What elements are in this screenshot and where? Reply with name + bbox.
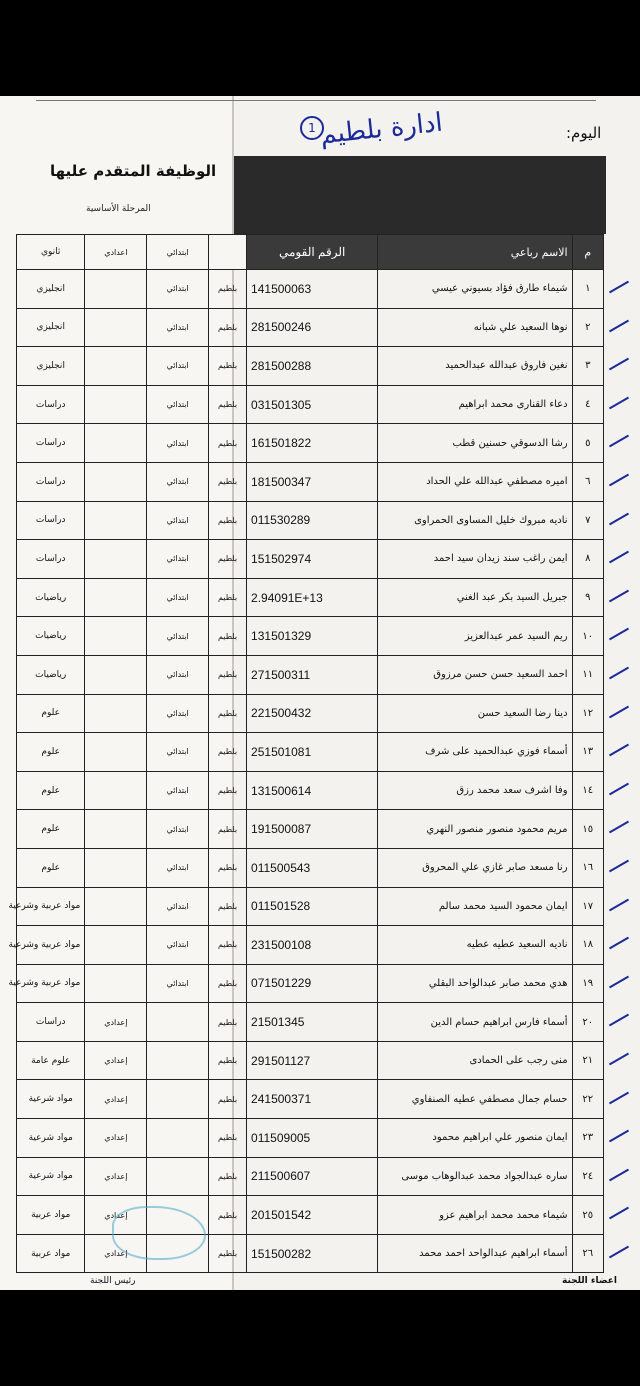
table-row: [17, 1234, 604, 1273]
row-number: ٢: [572, 308, 603, 347]
check-tick-icon: [609, 551, 629, 564]
check-tick-icon: [609, 937, 629, 950]
national-id: 241500371: [247, 1080, 378, 1119]
national-id: 031501305: [247, 385, 378, 424]
location: بلطيم: [209, 694, 247, 733]
col-num-header: م: [572, 235, 603, 270]
navigation-bar: [0, 1290, 640, 1386]
location: بلطيم: [209, 1157, 247, 1196]
stage: ابتدائي: [147, 501, 209, 540]
stage-prep: [85, 385, 147, 424]
national-id: 221500432: [247, 694, 378, 733]
check-tick-icon: [609, 1130, 629, 1143]
subject: دراسات: [17, 1003, 85, 1042]
check-tick-icon: [609, 628, 629, 641]
location: بلطيم: [209, 578, 247, 617]
check-tick-icon: [609, 705, 629, 718]
row-number: ٢٤: [572, 1157, 603, 1196]
location: بلطيم: [209, 655, 247, 694]
day-handwritten-value: ادارة بلطيم: [318, 107, 445, 151]
row-number: ١٩: [572, 964, 603, 1003]
check-tick-icon: [609, 1207, 629, 1220]
location: بلطيم: [209, 733, 247, 772]
national-id: 2.94091E+13: [247, 578, 378, 617]
subject: مواد شرعية: [17, 1157, 85, 1196]
stage: ابتدائي: [147, 887, 209, 926]
row-number: ٢٣: [572, 1119, 603, 1158]
check-tick-icon: [609, 1053, 629, 1066]
stage: ابتدائي: [147, 771, 209, 810]
national-id: 161501822: [247, 424, 378, 463]
check-tick-icon: [609, 435, 629, 448]
table-body: [8, 270, 604, 1273]
subject: علوم: [17, 771, 85, 810]
stage: ابتدائي: [147, 848, 209, 887]
stage-prep: [85, 655, 147, 694]
table-row: [17, 578, 604, 617]
check-tick-icon: [609, 1246, 629, 1259]
check-tick-icon: [609, 512, 629, 525]
check-tick-icon: [609, 821, 629, 834]
stage-prep: [85, 964, 147, 1003]
candidate-name: دعاء القنارى محمد ابراهيم: [378, 385, 572, 424]
check-tick-icon: [609, 744, 629, 757]
table-row: [17, 501, 604, 540]
national-id: 281500246: [247, 308, 378, 347]
header-dark-band: [234, 156, 606, 234]
stage: ابتدائي: [147, 694, 209, 733]
national-id: 201501542: [247, 1196, 378, 1235]
national-id: 191500087: [247, 810, 378, 849]
stage-prep: [85, 694, 147, 733]
candidate-name: مريم محمود منصور منصور النهري: [378, 810, 572, 849]
subject: علوم: [17, 848, 85, 887]
national-id: 211500607: [247, 1157, 378, 1196]
subject: علوم عامة: [17, 1041, 85, 1080]
stage-prep: [85, 501, 147, 540]
stage-prep: [85, 462, 147, 501]
location: بلطيم: [209, 501, 247, 540]
subject: علوم: [17, 694, 85, 733]
stage: ابتدائي: [147, 270, 209, 309]
committee-members-label: اعضاء اللجنة: [562, 1276, 617, 1286]
table-row: [17, 655, 604, 694]
stage-primary: [147, 1119, 209, 1158]
table-row: [17, 617, 604, 656]
candidate-name: أسماء فارس ابراهيم حسام الدين: [378, 1003, 572, 1042]
candidate-name: رنا مسعد صابر غازي علي المحروق: [378, 848, 572, 887]
location: بلطيم: [209, 385, 247, 424]
stage-prep: [85, 733, 147, 772]
table-row: [17, 385, 604, 424]
row-number: ١٦: [572, 848, 603, 887]
national-id: 131500614: [247, 771, 378, 810]
stage: إعدادي: [85, 1196, 147, 1235]
candidate-name: وفا اشرف سعد محمد رزق: [378, 771, 572, 810]
candidate-name: دينا رضا السعيد حسن: [378, 694, 572, 733]
subject: دراسات: [17, 462, 85, 501]
stage-prep: [85, 270, 147, 309]
candidate-name: نوها السعيد علي شبانه: [378, 308, 572, 347]
candidate-name: ريم السيد عمر عبدالعزيز: [378, 617, 572, 656]
subject: دراسات: [17, 501, 85, 540]
table-row: [17, 308, 604, 347]
national-id: 291501127: [247, 1041, 378, 1080]
subject: مواد شرعية: [17, 1119, 85, 1158]
col-name-header: الاسم رباعي: [378, 235, 572, 270]
table-row: [17, 347, 604, 386]
table-row: [17, 848, 604, 887]
subject: علوم: [17, 733, 85, 772]
check-tick-icon: [609, 1091, 629, 1104]
subject: انجليزي: [17, 270, 85, 309]
table-row: [17, 926, 604, 965]
stage-prep: [85, 308, 147, 347]
check-tick-icon: [609, 281, 629, 294]
row-number: ١٨: [572, 926, 603, 965]
candidate-name: ايمان منصور علي ابراهيم محمود: [378, 1119, 572, 1158]
table-row: [17, 424, 604, 463]
row-number: ٣: [572, 347, 603, 386]
col-id-header: الرقم القومي: [247, 235, 378, 270]
location: بلطيم: [209, 1196, 247, 1235]
subject: رياضيات: [17, 578, 85, 617]
subject: مواد عربية: [17, 1234, 85, 1273]
table-row: [17, 1041, 604, 1080]
subject: انجليزي: [17, 308, 85, 347]
stage-heading: المرحلة الأساسية: [86, 204, 151, 214]
stage: إعدادي: [85, 1234, 147, 1273]
stage: ابتدائي: [147, 733, 209, 772]
row-number: ٦: [572, 462, 603, 501]
table-row: [17, 694, 604, 733]
stage-primary: [147, 1080, 209, 1119]
check-tick-icon: [609, 1014, 629, 1027]
location: بلطيم: [209, 1119, 247, 1158]
table-row: [17, 540, 604, 579]
stage: إعدادي: [85, 1003, 147, 1042]
candidate-name: ناديه السعيد عطيه عطيه: [378, 926, 572, 965]
location: بلطيم: [209, 1080, 247, 1119]
row-number: ٩: [572, 578, 603, 617]
check-tick-icon: [609, 898, 629, 911]
stage-primary: [147, 1041, 209, 1080]
candidate-name: ايمن راغب سند زيدان سيد احمد: [378, 540, 572, 579]
national-id: 011500543: [247, 848, 378, 887]
row-number: ٤: [572, 385, 603, 424]
subject: مواد عربية: [17, 1196, 85, 1235]
candidates-table: [8, 234, 604, 1273]
national-id: 271500311: [247, 655, 378, 694]
row-number: ١١: [572, 655, 603, 694]
location: بلطيم: [209, 810, 247, 849]
national-id: 181500347: [247, 462, 378, 501]
candidate-name: شيماء محمد محمد ابراهيم عزو: [378, 1196, 572, 1235]
table-row: [17, 771, 604, 810]
table-row: [17, 1119, 604, 1158]
day-label: اليوم:: [566, 124, 602, 142]
document-photo: [0, 96, 640, 1290]
location: بلطيم: [209, 1003, 247, 1042]
row-number: ١٠: [572, 617, 603, 656]
location: بلطيم: [209, 926, 247, 965]
stage-prep: [85, 578, 147, 617]
subject: مواد عربية وشرعية: [17, 887, 85, 926]
stage-prep: [85, 810, 147, 849]
row-number: ٢٦: [572, 1234, 603, 1273]
day-circled-number: 1: [300, 116, 324, 140]
stage-prep: [85, 926, 147, 965]
row-number: ١٥: [572, 810, 603, 849]
national-id: 281500288: [247, 347, 378, 386]
location: بلطيم: [209, 617, 247, 656]
table-row: [17, 1157, 604, 1196]
stage: إعدادي: [85, 1041, 147, 1080]
stage: ابتدائي: [147, 926, 209, 965]
stage: ابتدائي: [147, 385, 209, 424]
check-tick-icon: [609, 975, 629, 988]
candidate-name: ايمان محمود السيد محمد سالم: [378, 887, 572, 926]
location: بلطيم: [209, 308, 247, 347]
candidate-name: احمد السعيد حسن حسن مرزوق: [378, 655, 572, 694]
subject: رياضيات: [17, 617, 85, 656]
location: بلطيم: [209, 270, 247, 309]
location: بلطيم: [209, 771, 247, 810]
stage-prep: [85, 887, 147, 926]
national-id: 21501345: [247, 1003, 378, 1042]
stage: ابتدائي: [147, 617, 209, 656]
candidate-name: أسماء فوزي عبدالحميد على شرف: [378, 733, 572, 772]
stage-prep: [85, 347, 147, 386]
location: بلطيم: [209, 540, 247, 579]
job-heading: الوظيفة المتقدم عليها: [50, 162, 217, 180]
stage: إعدادي: [85, 1119, 147, 1158]
row-number: ٢١: [572, 1041, 603, 1080]
candidate-name: ساره عبدالجواد محمد عبدالوهاب موسى: [378, 1157, 572, 1196]
candidate-name: جبريل السيد بكر عبد الغني: [378, 578, 572, 617]
table-row: [17, 733, 604, 772]
candidate-name: ناديه مبروك خليل المساوى الحمراوى: [378, 501, 572, 540]
subject: علوم: [17, 810, 85, 849]
stage-prep: [85, 424, 147, 463]
table-row: [17, 887, 604, 926]
table-row: [17, 462, 604, 501]
candidate-name: اميره مصطفي عبدالله علي الحداد: [378, 462, 572, 501]
col-sec-header: ثانوي: [17, 235, 85, 270]
subject: مواد عربية وشرعية: [17, 926, 85, 965]
col-prep-header: اعدادي: [85, 235, 147, 270]
candidate-name: حسام جمال مصطفي عطيه الصنفاوي: [378, 1080, 572, 1119]
table-row: [17, 1196, 604, 1235]
check-tick-icon: [609, 667, 629, 680]
stage: ابتدائي: [147, 655, 209, 694]
location: بلطيم: [209, 848, 247, 887]
table-row: [17, 1080, 604, 1119]
row-number: ١٣: [572, 733, 603, 772]
check-tick-icon: [609, 782, 629, 795]
national-id: 011509005: [247, 1119, 378, 1158]
national-id: 071501229: [247, 964, 378, 1003]
row-number: ٥: [572, 424, 603, 463]
location: بلطيم: [209, 462, 247, 501]
stage: ابتدائي: [147, 347, 209, 386]
candidate-name: أسماء ابراهيم عبدالواحد احمد محمد: [378, 1234, 572, 1273]
national-id: 151502974: [247, 540, 378, 579]
table-row: [17, 810, 604, 849]
stage-prep: [85, 617, 147, 656]
check-tick-icon: [609, 319, 629, 332]
candidate-name: نغين فاروق عبدالله عبدالحميد: [378, 347, 572, 386]
stage: ابتدائي: [147, 462, 209, 501]
row-number: ٨: [572, 540, 603, 579]
stage-prep: [85, 771, 147, 810]
national-id: 131501329: [247, 617, 378, 656]
candidate-name: هدي محمد صابر عبدالواحد البقلي: [378, 964, 572, 1003]
stage: إعدادي: [85, 1157, 147, 1196]
subject: دراسات: [17, 385, 85, 424]
stage: ابتدائي: [147, 540, 209, 579]
location: بلطيم: [209, 964, 247, 1003]
location: بلطيم: [209, 424, 247, 463]
subject: مواد شرعية: [17, 1080, 85, 1119]
location: بلطيم: [209, 1234, 247, 1273]
location: بلطيم: [209, 1041, 247, 1080]
location: بلطيم: [209, 347, 247, 386]
stage: ابتدائي: [147, 308, 209, 347]
col-loc-header: [209, 235, 247, 270]
subject: انجليزي: [17, 347, 85, 386]
stage: إعدادي: [85, 1080, 147, 1119]
row-number: ٢٢: [572, 1080, 603, 1119]
row-number: ٢٠: [572, 1003, 603, 1042]
row-number: ١٤: [572, 771, 603, 810]
national-id: 011501528: [247, 887, 378, 926]
check-tick-icon: [609, 396, 629, 409]
row-number: ١٢: [572, 694, 603, 733]
candidate-name: شيماء طارق فؤاد بسيوني عيسي: [378, 270, 572, 309]
subject: دراسات: [17, 424, 85, 463]
stage-primary: [147, 1003, 209, 1042]
check-tick-icon: [609, 474, 629, 487]
stage-prep: [85, 540, 147, 579]
stage: ابتدائي: [147, 578, 209, 617]
national-id: 011530289: [247, 501, 378, 540]
national-id: 151500282: [247, 1234, 378, 1273]
status-bar: [0, 0, 640, 96]
check-tick-icon: [609, 589, 629, 602]
row-number: ٧: [572, 501, 603, 540]
subject: دراسات: [17, 540, 85, 579]
stage: ابتدائي: [147, 964, 209, 1003]
national-id: 251501081: [247, 733, 378, 772]
location: بلطيم: [209, 887, 247, 926]
table-row: [17, 270, 604, 309]
row-number: ١: [572, 270, 603, 309]
candidate-name: منى رجب على الحمادى: [378, 1041, 572, 1080]
national-id: 141500063: [247, 270, 378, 309]
row-number: ١٧: [572, 887, 603, 926]
committee-chair-label: رئيس اللجنة: [90, 1276, 136, 1286]
stage: ابتدائي: [147, 810, 209, 849]
subject: رياضيات: [17, 655, 85, 694]
table-header-row: [17, 235, 604, 270]
stage-prep: [85, 848, 147, 887]
national-id: 231500108: [247, 926, 378, 965]
top-rule: [36, 100, 596, 101]
stage: ابتدائي: [147, 424, 209, 463]
table-row: [17, 1003, 604, 1042]
stage-primary: [147, 1157, 209, 1196]
candidate-name: رشا الدسوقي حسنين قطب: [378, 424, 572, 463]
check-tick-icon: [609, 1168, 629, 1181]
subject: مواد عربية وشرعية: [17, 964, 85, 1003]
col-primary-header: ابتدائي: [147, 235, 209, 270]
table-row: [17, 964, 604, 1003]
check-tick-icon: [609, 358, 629, 371]
row-number: ٢٥: [572, 1196, 603, 1235]
check-tick-icon: [609, 860, 629, 873]
